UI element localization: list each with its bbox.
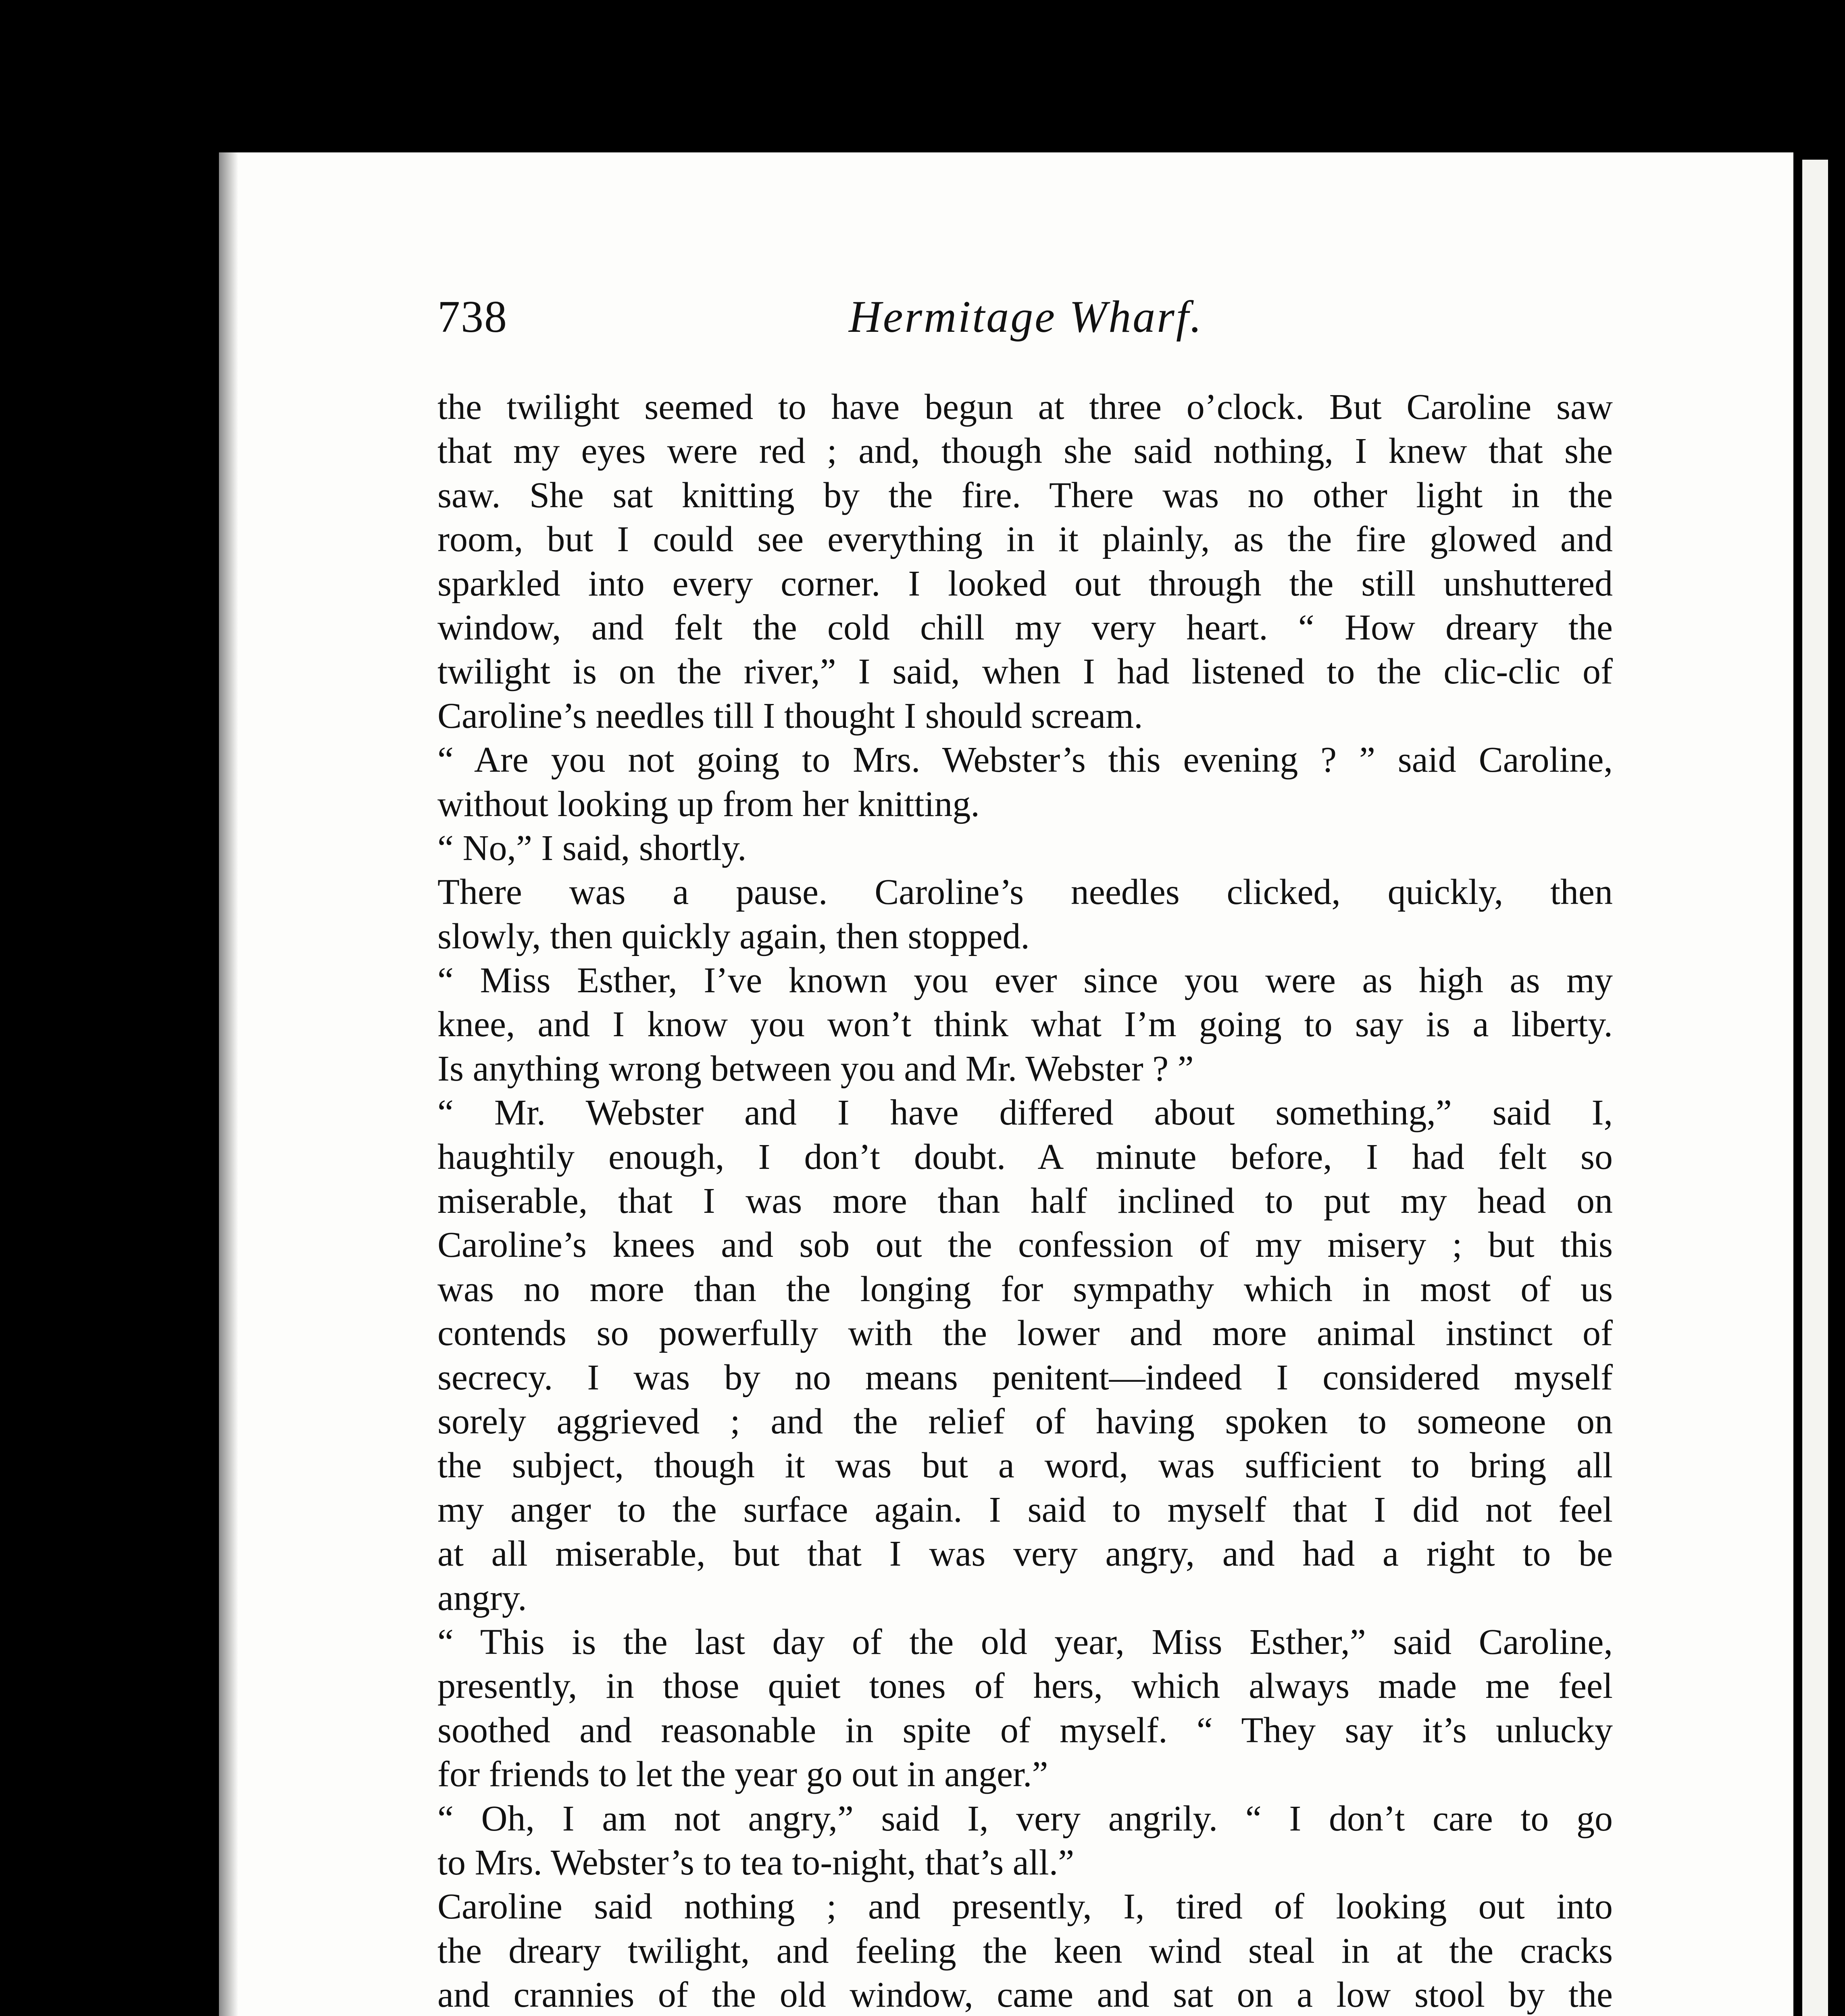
text-line: the dreary twilight, and feeling the keen wind steal in at the cracks (437, 1931, 1613, 1971)
text-line: angry. (437, 1578, 527, 1618)
text-line: Caroline’s knees and sob out the confession of my misery ; but this (437, 1225, 1613, 1265)
text-line: saw. She sat knitting by the fire. There was no other light in the (437, 475, 1613, 515)
text-line: window, and felt the cold chill my very heart. “ How dreary the (437, 607, 1613, 648)
text-line: at all miserable, but that I was very angry, and had a right to be (437, 1534, 1613, 1574)
text-line: twilight is on the river,” I said, when I had listened to the clic-clic of (437, 652, 1613, 692)
text-line: sparkled into every corner. I looked out through the still unshuttered (437, 563, 1613, 604)
text-line: sorely aggrieved ; and the relief of having spoken to someone on (437, 1401, 1613, 1441)
text-line: the twilight seemed to have begun at three o’clock. But Caroline saw (437, 387, 1613, 427)
gutter-shadow (219, 152, 238, 2016)
next-page-edge (1802, 160, 1828, 2016)
body-text (437, 385, 1613, 2016)
text-line: and crannies of the old window, came and sat on a low stool by the (437, 1975, 1613, 2015)
text-line: miserable, that I was more than half inclined to put my head on (437, 1181, 1613, 1221)
text-line: There was a pause. Caroline’s needles clicked, quickly, then (437, 872, 1613, 912)
text-line: “ Oh, I am not angry,” said I, very angrily. “ I don’t care to go (437, 1798, 1613, 1839)
text-line: Caroline’s needles till I thought I should scream. (437, 696, 1143, 736)
text-line: contends so powerfully with the lower and more animal instinct of (437, 1313, 1613, 1354)
text-line: that my eyes were red ; and, though she said nothing, I knew that she (437, 431, 1613, 471)
text-line: room, but I could see everything in it plainly, as the fire glowed and (437, 519, 1613, 560)
text-line: for friends to let the year go out in anger.” (437, 1754, 1048, 1795)
text-line: “ Mr. Webster and I have differed about something,” said I, (437, 1093, 1613, 1133)
text-line: “ This is the last day of the old year, Miss Esther,” said Caroline, (437, 1622, 1613, 1662)
text-line: “ Are you not going to Mrs. Webster’s this evening ? ” said Caroline, (437, 740, 1613, 780)
text-line: presently, in those quiet tones of hers, which always made me feel (437, 1666, 1613, 1706)
text-line: to Mrs. Webster’s to tea to-night, that’s all.” (437, 1842, 1075, 1883)
page-header (437, 291, 1613, 356)
text-line: my anger to the surface again. I said to myself that I did not feel (437, 1489, 1613, 1530)
text-line: Is anything wrong between you and Mr. Webster ? ” (437, 1048, 1194, 1089)
text-line: Caroline said nothing ; and presently, I, tired of looking out into (437, 1887, 1613, 1927)
page-number: 738 (437, 292, 508, 342)
text-line: the subject, though it was but a word, was sufficient to bring all (437, 1445, 1613, 1486)
text-line: haughtily enough, I don’t doubt. A minute before, I had felt so (437, 1137, 1613, 1177)
text-line: without looking up from her knitting. (437, 784, 980, 824)
text-line: slowly, then quickly again, then stopped. (437, 916, 1030, 956)
text-line: was no more than the longing for sympathy which in most of us (437, 1269, 1613, 1309)
text-line: knee, and I know you won’t think what I’m going to say is a liberty. (437, 1004, 1613, 1045)
running-title: Hermitage Wharf. (849, 292, 1204, 342)
text-line: “ Miss Esther, I’ve known you ever since you were as high as my (437, 960, 1613, 1001)
text-line: soothed and reasonable in spite of myself. “ They say it’s unlucky (437, 1710, 1613, 1750)
text-line: “ No,” I said, shortly. (437, 828, 747, 868)
text-line: secrecy. I was by no means penitent—indeed I considered myself (437, 1357, 1613, 1397)
